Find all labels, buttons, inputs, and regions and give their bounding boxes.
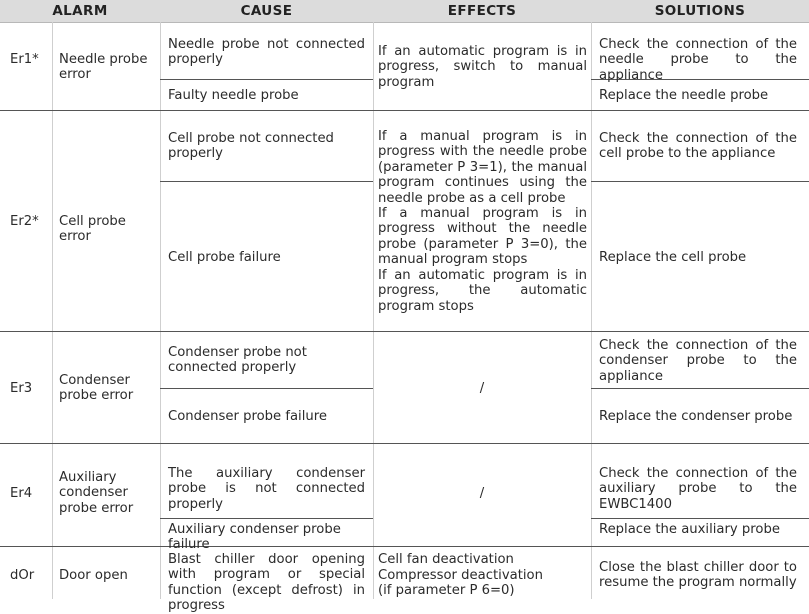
effects-text: If an automatic program is in progress, the automatic program stops <box>378 268 587 314</box>
alarm-name: Needle probe error <box>59 52 148 83</box>
solution-text: Close the blast chiller door to resume the program normally <box>599 560 797 591</box>
solution-text: Replace the condenser probe <box>599 409 793 424</box>
subrow-divider <box>160 79 373 80</box>
column-divider <box>160 22 161 599</box>
alarm-code: Er2* <box>10 214 39 229</box>
cause-text: Faulty needle probe <box>168 88 299 103</box>
header-cause: CAUSE <box>240 3 293 19</box>
effects-text: / <box>479 486 485 501</box>
header-alarm: ALARM <box>52 3 108 19</box>
alarm-code: Er3 <box>10 381 33 396</box>
subrow-divider <box>160 388 373 389</box>
alarm-name: Condenser probe error <box>59 373 134 404</box>
table-header <box>0 0 809 23</box>
column-divider <box>591 22 592 599</box>
alarm-name: Auxiliary condenser probe error <box>59 470 134 516</box>
solution-text: Check the connection of the cell probe to the appliance <box>599 131 797 162</box>
row-divider <box>0 443 809 444</box>
cause-text: Auxiliary condenser probe failure <box>168 522 341 553</box>
solution-text: Check the connection of the auxiliary probe to the EWBC1400 <box>599 466 797 512</box>
alarm-code: Er4 <box>10 486 33 501</box>
solution-text: Replace the needle probe <box>599 88 769 103</box>
row-divider <box>0 331 809 332</box>
alarm-code: Er1* <box>10 52 39 67</box>
effects-text: Compressor deactivation (if parameter P 6=0) <box>378 568 543 599</box>
header-solutions: SOLUTIONS <box>654 3 746 19</box>
alarm-name: Cell probe error <box>59 214 126 245</box>
effects-text: If a manual program is in progress without the needle probe (parameter P 3=0), the manual program stops <box>378 206 587 268</box>
cause-text: Condenser probe not connected properly <box>168 345 307 376</box>
effects-text: / <box>479 381 485 396</box>
row-divider <box>0 546 809 547</box>
subrow-divider <box>160 518 373 519</box>
effects-text: If an automatic program is in progress, switch to manual program <box>378 44 587 90</box>
column-divider <box>52 22 53 599</box>
header-effects: EFFECTS <box>447 3 517 19</box>
effects-text: If a manual program is in progress with the needle probe (parameter P 3=1), the manual program continues using the needle probe as a cell probe <box>378 129 587 206</box>
cause-text: Blast chiller door opening with program or special function (except defrost) in progress <box>168 552 365 614</box>
effects-text: Cell fan deactivation <box>378 552 514 567</box>
solution-text: Check the connection of the needle probe to the appliance <box>599 37 797 83</box>
row-divider <box>0 110 809 111</box>
solution-text: Check the connection of the condenser probe to the appliance <box>599 338 797 384</box>
cause-text: Cell probe not connected properly <box>168 131 334 162</box>
cause-text: Condenser probe failure <box>168 409 327 424</box>
cause-text: The auxiliary condenser probe is not connected properly <box>168 466 365 512</box>
column-divider <box>373 22 374 599</box>
alarm-code: dOr <box>10 568 35 583</box>
subrow-divider <box>160 181 373 182</box>
solution-text: Replace the cell probe <box>599 250 747 265</box>
subrow-divider <box>591 518 809 519</box>
solution-text: Replace the auxiliary probe <box>599 522 780 537</box>
alarm-name: Door open <box>59 568 128 583</box>
subrow-divider <box>591 388 809 389</box>
cause-text: Cell probe failure <box>168 250 281 265</box>
subrow-divider <box>591 181 809 182</box>
cause-text: Needle probe not connected properly <box>168 37 365 68</box>
